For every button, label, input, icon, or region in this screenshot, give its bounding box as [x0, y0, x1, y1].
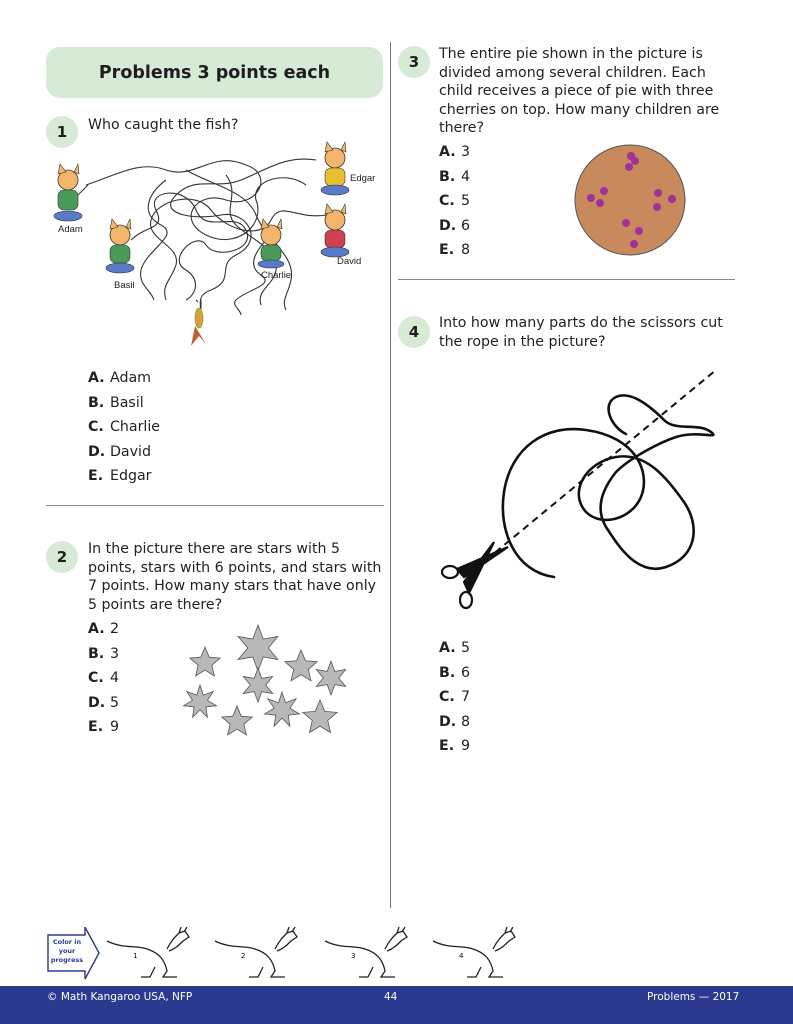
option-d[interactable]: D. 6 [439, 217, 471, 234]
question-number-2: 2 [46, 541, 78, 573]
option-c[interactable]: C. 7 [439, 689, 471, 705]
section-title: Problems 3 points each [46, 47, 383, 98]
option-a[interactable]: A. 2 [88, 621, 120, 637]
question-number-1: 1 [46, 116, 78, 148]
option-e[interactable]: E. Edgar [88, 468, 152, 484]
progress-step-label: 2 [241, 952, 246, 960]
fish-icon [191, 308, 206, 346]
star-8-icon [265, 692, 300, 726]
star-3-icon [285, 650, 317, 681]
option-d[interactable]: D. David [88, 443, 151, 460]
divider-q1-q2 [46, 505, 384, 506]
stars-figure [180, 622, 355, 744]
cat-edgar-icon [321, 142, 349, 195]
star-5-icon [183, 685, 216, 717]
progress-step-label: 3 [351, 952, 356, 960]
star-4-icon [316, 661, 345, 695]
question-4-options [439, 636, 470, 759]
option-c[interactable]: C. Charlie [88, 419, 161, 435]
option-c[interactable]: C. 5 [439, 193, 471, 209]
label-adam: Adam [58, 224, 83, 235]
footer-right-text: Problems — 2017 [647, 991, 740, 1003]
option-c[interactable]: C. 4 [88, 670, 120, 686]
progress-label-3: progress [50, 956, 84, 964]
progress-label-2: your [58, 947, 76, 955]
progress-tracker [47, 927, 517, 982]
question-3-text: The entire pie shown in the picture is divided among several children. Each child receives a piece of pie with three cherries on top. How many children are there? [439, 46, 720, 136]
kangaroo-step-1-icon [107, 927, 189, 977]
pie-figure [573, 143, 689, 259]
label-charlie: Charlie [261, 270, 292, 281]
cat-charlie-icon [258, 219, 284, 268]
question-number-3: 3 [398, 46, 430, 78]
option-e[interactable]: E. 9 [88, 719, 120, 735]
star-1-icon [190, 647, 220, 676]
kangaroo-step-4-icon [433, 927, 515, 977]
kangaroo-step-3-icon [325, 927, 407, 977]
rope-scissors-figure [436, 362, 726, 612]
label-basil: Basil [114, 280, 135, 291]
option-d[interactable]: D. 5 [88, 694, 120, 711]
option-a[interactable]: A. Adam [88, 370, 151, 386]
question-3-options [439, 140, 470, 263]
question-4-text: Into how many parts do the scissors cut the rope in the picture? [439, 315, 723, 350]
kangaroo-step-2-icon [215, 927, 297, 977]
question-2-options [88, 617, 119, 740]
footer-page-number: 44 [384, 991, 398, 1003]
label-david: David [337, 256, 362, 267]
star-7-icon [222, 706, 252, 735]
option-b[interactable]: B. 3 [88, 645, 120, 662]
cat-david-icon [321, 204, 349, 257]
question-2-text: In the picture there are stars with 5 points, stars with 6 points, and stars with 7 points. How many stars that have only 5 points are there? [88, 541, 382, 613]
question-1-options [88, 366, 160, 489]
cat-basil-icon [106, 219, 134, 273]
star-9-icon [303, 700, 337, 733]
column-divider [390, 42, 391, 908]
option-b[interactable]: B. 6 [439, 664, 471, 681]
page-footer [0, 986, 793, 1024]
star-6-icon [243, 668, 272, 702]
option-e[interactable]: E. 8 [439, 242, 471, 258]
option-b[interactable]: B. Basil [88, 394, 144, 411]
option-e[interactable]: E. 9 [439, 738, 471, 754]
cat-adam-icon [54, 164, 88, 221]
progress-step-label: 1 [133, 952, 138, 960]
option-a[interactable]: A. 5 [439, 640, 471, 656]
question-1-text: Who caught the fish? [88, 117, 239, 133]
scissors-icon [442, 542, 508, 608]
question-number-4: 4 [398, 316, 430, 348]
fishing-maze-figure [46, 140, 386, 350]
footer-copyright: © Math Kangaroo USA, NFP [47, 991, 193, 1003]
label-edgar: Edgar [350, 173, 376, 184]
star-2-icon [238, 625, 278, 671]
divider-q3-q4 [398, 279, 735, 280]
option-d[interactable]: D. 8 [439, 713, 471, 730]
option-a[interactable]: A. 3 [439, 144, 471, 160]
progress-step-label: 4 [459, 952, 464, 960]
progress-label-1: Color in [52, 938, 82, 946]
option-b[interactable]: B. 4 [439, 168, 471, 185]
